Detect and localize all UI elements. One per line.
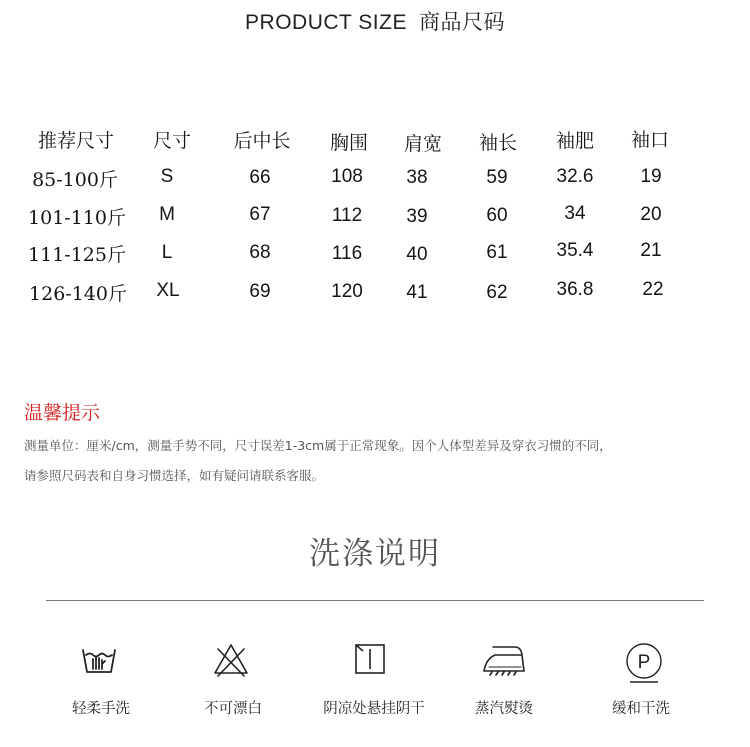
table-cell: 35.4 [556, 240, 594, 261]
title-en: PRODUCT SIZE [245, 11, 407, 34]
care-label-hand-wash: 轻柔手洗 [72, 701, 130, 717]
table-cell: S [160, 166, 174, 187]
no-bleach-icon [211, 641, 251, 683]
table-cell: 120 [331, 281, 363, 302]
table-cell: 20 [640, 204, 662, 225]
dry-clean-letter: P [637, 652, 651, 673]
table-cell: 67 [249, 204, 271, 225]
table-cell: L [161, 242, 173, 263]
divider [46, 600, 704, 601]
header-back-length: 后中长 [233, 130, 291, 152]
tips-line-1: 测量单位：厘米/cm，测量手势不同，尺寸误差1-3cm属于正常现象。因个人体型差异及穿衣习惯的不同， [24, 438, 612, 453]
care-label-line-dry: 阴凉处悬挂阴干 [323, 701, 425, 717]
tips-line-2: 请参照尺码表和自身习惯选择，如有疑问请联系客服。 [24, 468, 325, 483]
care-label-steam-iron: 蒸汽熨烫 [475, 701, 533, 717]
table-cell: 32.6 [556, 166, 594, 187]
table-cell: 85-100斤 [32, 169, 118, 191]
table-cell: 101-110斤 [28, 207, 126, 229]
table-cell: 40 [406, 244, 428, 265]
table-cell: 112 [331, 205, 363, 226]
table-cell: 39 [406, 206, 428, 227]
header-sleeve-length: 袖长 [478, 132, 518, 154]
table-cell: 38 [406, 167, 428, 188]
header-chest: 胸围 [329, 132, 369, 154]
table-cell: XL [156, 280, 180, 301]
table-cell: 108 [331, 166, 363, 187]
header-cuff: 袖口 [630, 129, 670, 151]
tips-title: 温馨提示 [24, 402, 101, 424]
table-cell: 68 [249, 242, 271, 263]
table-cell: 22 [642, 279, 664, 300]
wash-section-title: 洗涤说明 [309, 536, 441, 572]
table-cell: 69 [249, 281, 271, 302]
header-shoulder: 肩宽 [403, 133, 443, 155]
table-cell: 111-125斤 [28, 244, 126, 266]
table-cell: 59 [486, 167, 508, 188]
page-title [0, 6, 750, 36]
table-cell: 36.8 [556, 279, 594, 300]
table-cell: 126-140斤 [29, 283, 127, 305]
table-cell: 21 [640, 240, 662, 261]
table-cell: 19 [640, 166, 662, 187]
title-cn: 商品尺码 [418, 11, 505, 34]
table-cell: 62 [486, 282, 508, 303]
dry-clean-icon [624, 641, 664, 689]
steam-iron-icon [481, 641, 527, 683]
table-cell: 34 [564, 203, 586, 224]
table-cell: 116 [331, 243, 363, 264]
care-label-dry-clean: 缓和干洗 [612, 701, 670, 717]
header-sleeve-width: 袖肥 [555, 130, 595, 152]
header-size: 尺寸 [152, 130, 192, 152]
table-cell: M [159, 204, 175, 225]
table-cell: 60 [486, 205, 508, 226]
care-label-no-bleach: 不可漂白 [204, 701, 262, 717]
line-dry-shade-icon [353, 641, 387, 681]
table-cell: 61 [486, 242, 508, 263]
table-cell: 41 [406, 282, 428, 303]
hand-wash-icon [80, 641, 118, 683]
header-recommended: 推荐尺寸 [37, 130, 115, 152]
table-cell: 66 [249, 167, 271, 188]
